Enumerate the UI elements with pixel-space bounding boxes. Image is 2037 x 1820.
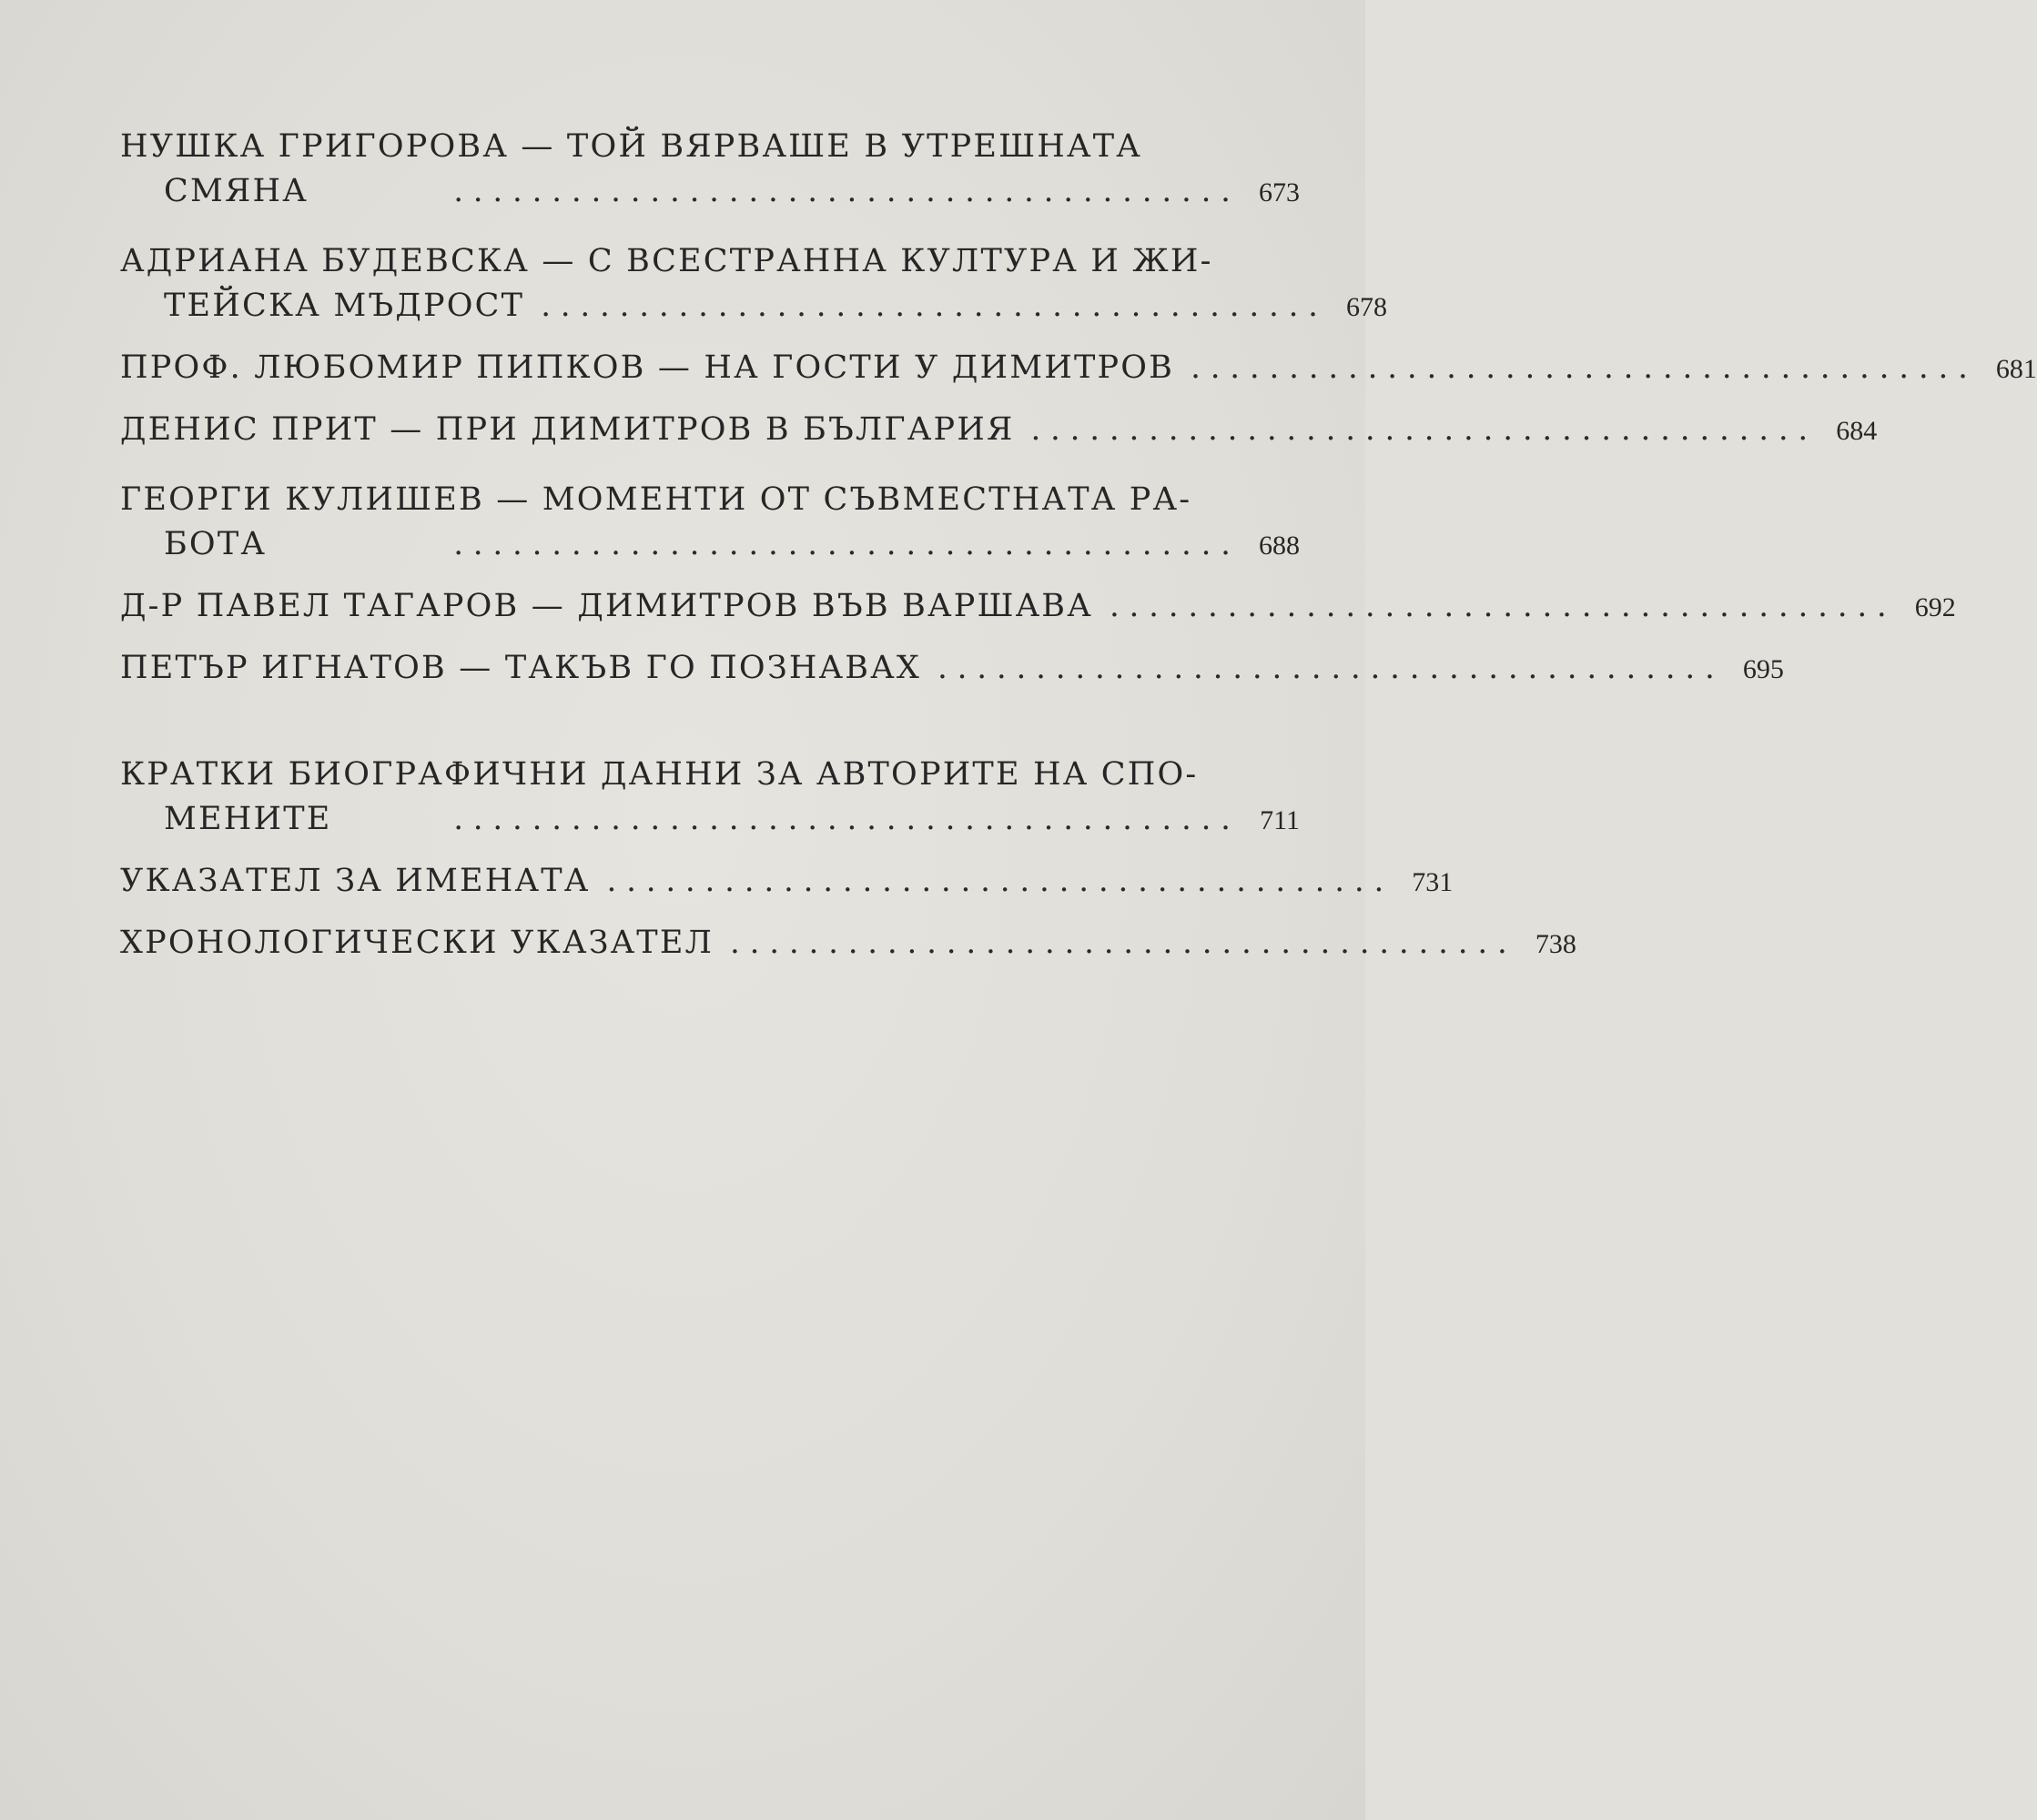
toc-entry-title: ДЕНИС ПРИТ — ПРИ ДИМИТРОВ В БЪЛГАРИЯ [120,411,1015,448]
section-gap [120,712,1300,748]
page-number: 731 [1412,867,1454,897]
toc-entry-title-end: БОТА [164,526,268,562]
toc-entry-line [120,650,1784,703]
toc-entry [120,925,1576,977]
toc-entry-line [120,526,1300,579]
toc-entry-line [120,801,1300,854]
toc-entry [120,235,1387,340]
dot-leader: . . . . . . . . . . . . . . . . . . . . . . . . . . . . . . . . . . . . . . . . [541,288,1318,324]
toc-entry-line [120,588,1956,641]
page-number: 684 [1836,416,1878,446]
toc-entry-line [120,863,1454,915]
toc-entry [120,588,1956,641]
page-number: 678 [1346,292,1387,322]
toc-entry-title-end: ТЕЙСКА МЪДРОСТ [164,288,525,324]
toc-entry-title: НУШКА ГРИГОРОВА — ТОЙ ВЯРВАШЕ В УТРЕШНАТА [120,128,1142,165]
toc-entry-line [120,173,1300,226]
dot-leader: . . . . . . . . . . . . . . . . . . . . . . . . . . . . . . . . . . . . . . . . [730,925,1507,961]
dot-leader: . . . . . . . . . . . . . . . . . . . . . . . . . . . . . . . . . . . . . . . . [1191,349,1968,386]
page-number: 711 [1260,805,1300,835]
page-number: 738 [1535,929,1576,959]
toc-entry [120,748,1300,854]
dot-leader: . . . . . . . . . . . . . . . . . . . . . . . . . . . . . . . . . . . . . . . . [1030,411,1809,448]
dot-leader: . . . . . . . . . . . . . . . . . . . . . . . . . . . . . . . . . . . . . . . . [453,173,1231,209]
toc-entry-title: ГЕОРГИ КУЛИШЕВ — МОМЕНТИ ОТ СЪВМЕСТНАТА РА- [120,481,1192,518]
dot-leader: . . . . . . . . . . . . . . . . . . . . . . . . . . . . . . . . . . . . . . . . [937,650,1715,686]
toc-entry-line [120,411,1878,464]
toc-entry-title: ХРОНОЛОГИЧЕСКИ УКАЗАТЕЛ [120,925,714,961]
toc-entry [120,349,2037,402]
table-of-contents [120,120,2037,986]
dot-leader: . . . . . . . . . . . . . . . . . . . . . . . . . . . . . . . . . . . . . . . . [453,801,1231,837]
toc-entry-title-end: МЕНИТЕ [164,801,332,837]
toc-entry [120,473,1300,579]
toc-entry-line [120,925,1576,977]
toc-entry [120,411,1878,464]
toc-entry-title: Д-Р ПАВЕЛ ТАГАРОВ — ДИМИТРОВ ВЪВ ВАРШАВА [120,588,1093,624]
page-number: 673 [1259,177,1300,207]
page-number: 681 [1995,354,2037,384]
dot-leader: . . . . . . . . . . . . . . . . . . . . . . . . . . . . . . . . . . . . . . . . [1109,588,1887,624]
toc-entry-title: ПРОФ. ЛЮБОМИР ПИПКОВ — НА ГОСТИ У ДИМИТРОВ [120,349,1175,386]
page-number: 695 [1742,654,1784,684]
dot-leader: . . . . . . . . . . . . . . . . . . . . . . . . . . . . . . . . . . . . . . . . [606,863,1384,899]
toc-entry [120,650,1784,703]
toc-entry [120,120,1300,226]
toc-entry [120,863,1454,915]
dot-leader: . . . . . . . . . . . . . . . . . . . . . . . . . . . . . . . . . . . . . . . . [453,526,1231,562]
toc-entry-title: УКАЗАТЕЛ ЗА ИМЕНАТА [120,863,591,899]
toc-entry-title: КРАТКИ БИОГРАФИЧНИ ДАННИ ЗА АВТОРИТЕ НА СПО- [120,756,1199,793]
toc-entry-line [120,288,1387,340]
page-number: 688 [1259,531,1300,561]
toc-entry-title-end: СМЯНА [164,173,309,209]
page-number: 692 [1914,592,1956,622]
toc-entry-title: АДРИАНА БУДЕВСКА — С ВСЕСТРАННА КУЛТУРА И ЖИ- [120,243,1213,279]
toc-entry-line [120,349,2037,402]
toc-entry-title: ПЕТЪР ИГНАТОВ — ТАКЪВ ГО ПОЗНАВАХ [120,650,922,686]
